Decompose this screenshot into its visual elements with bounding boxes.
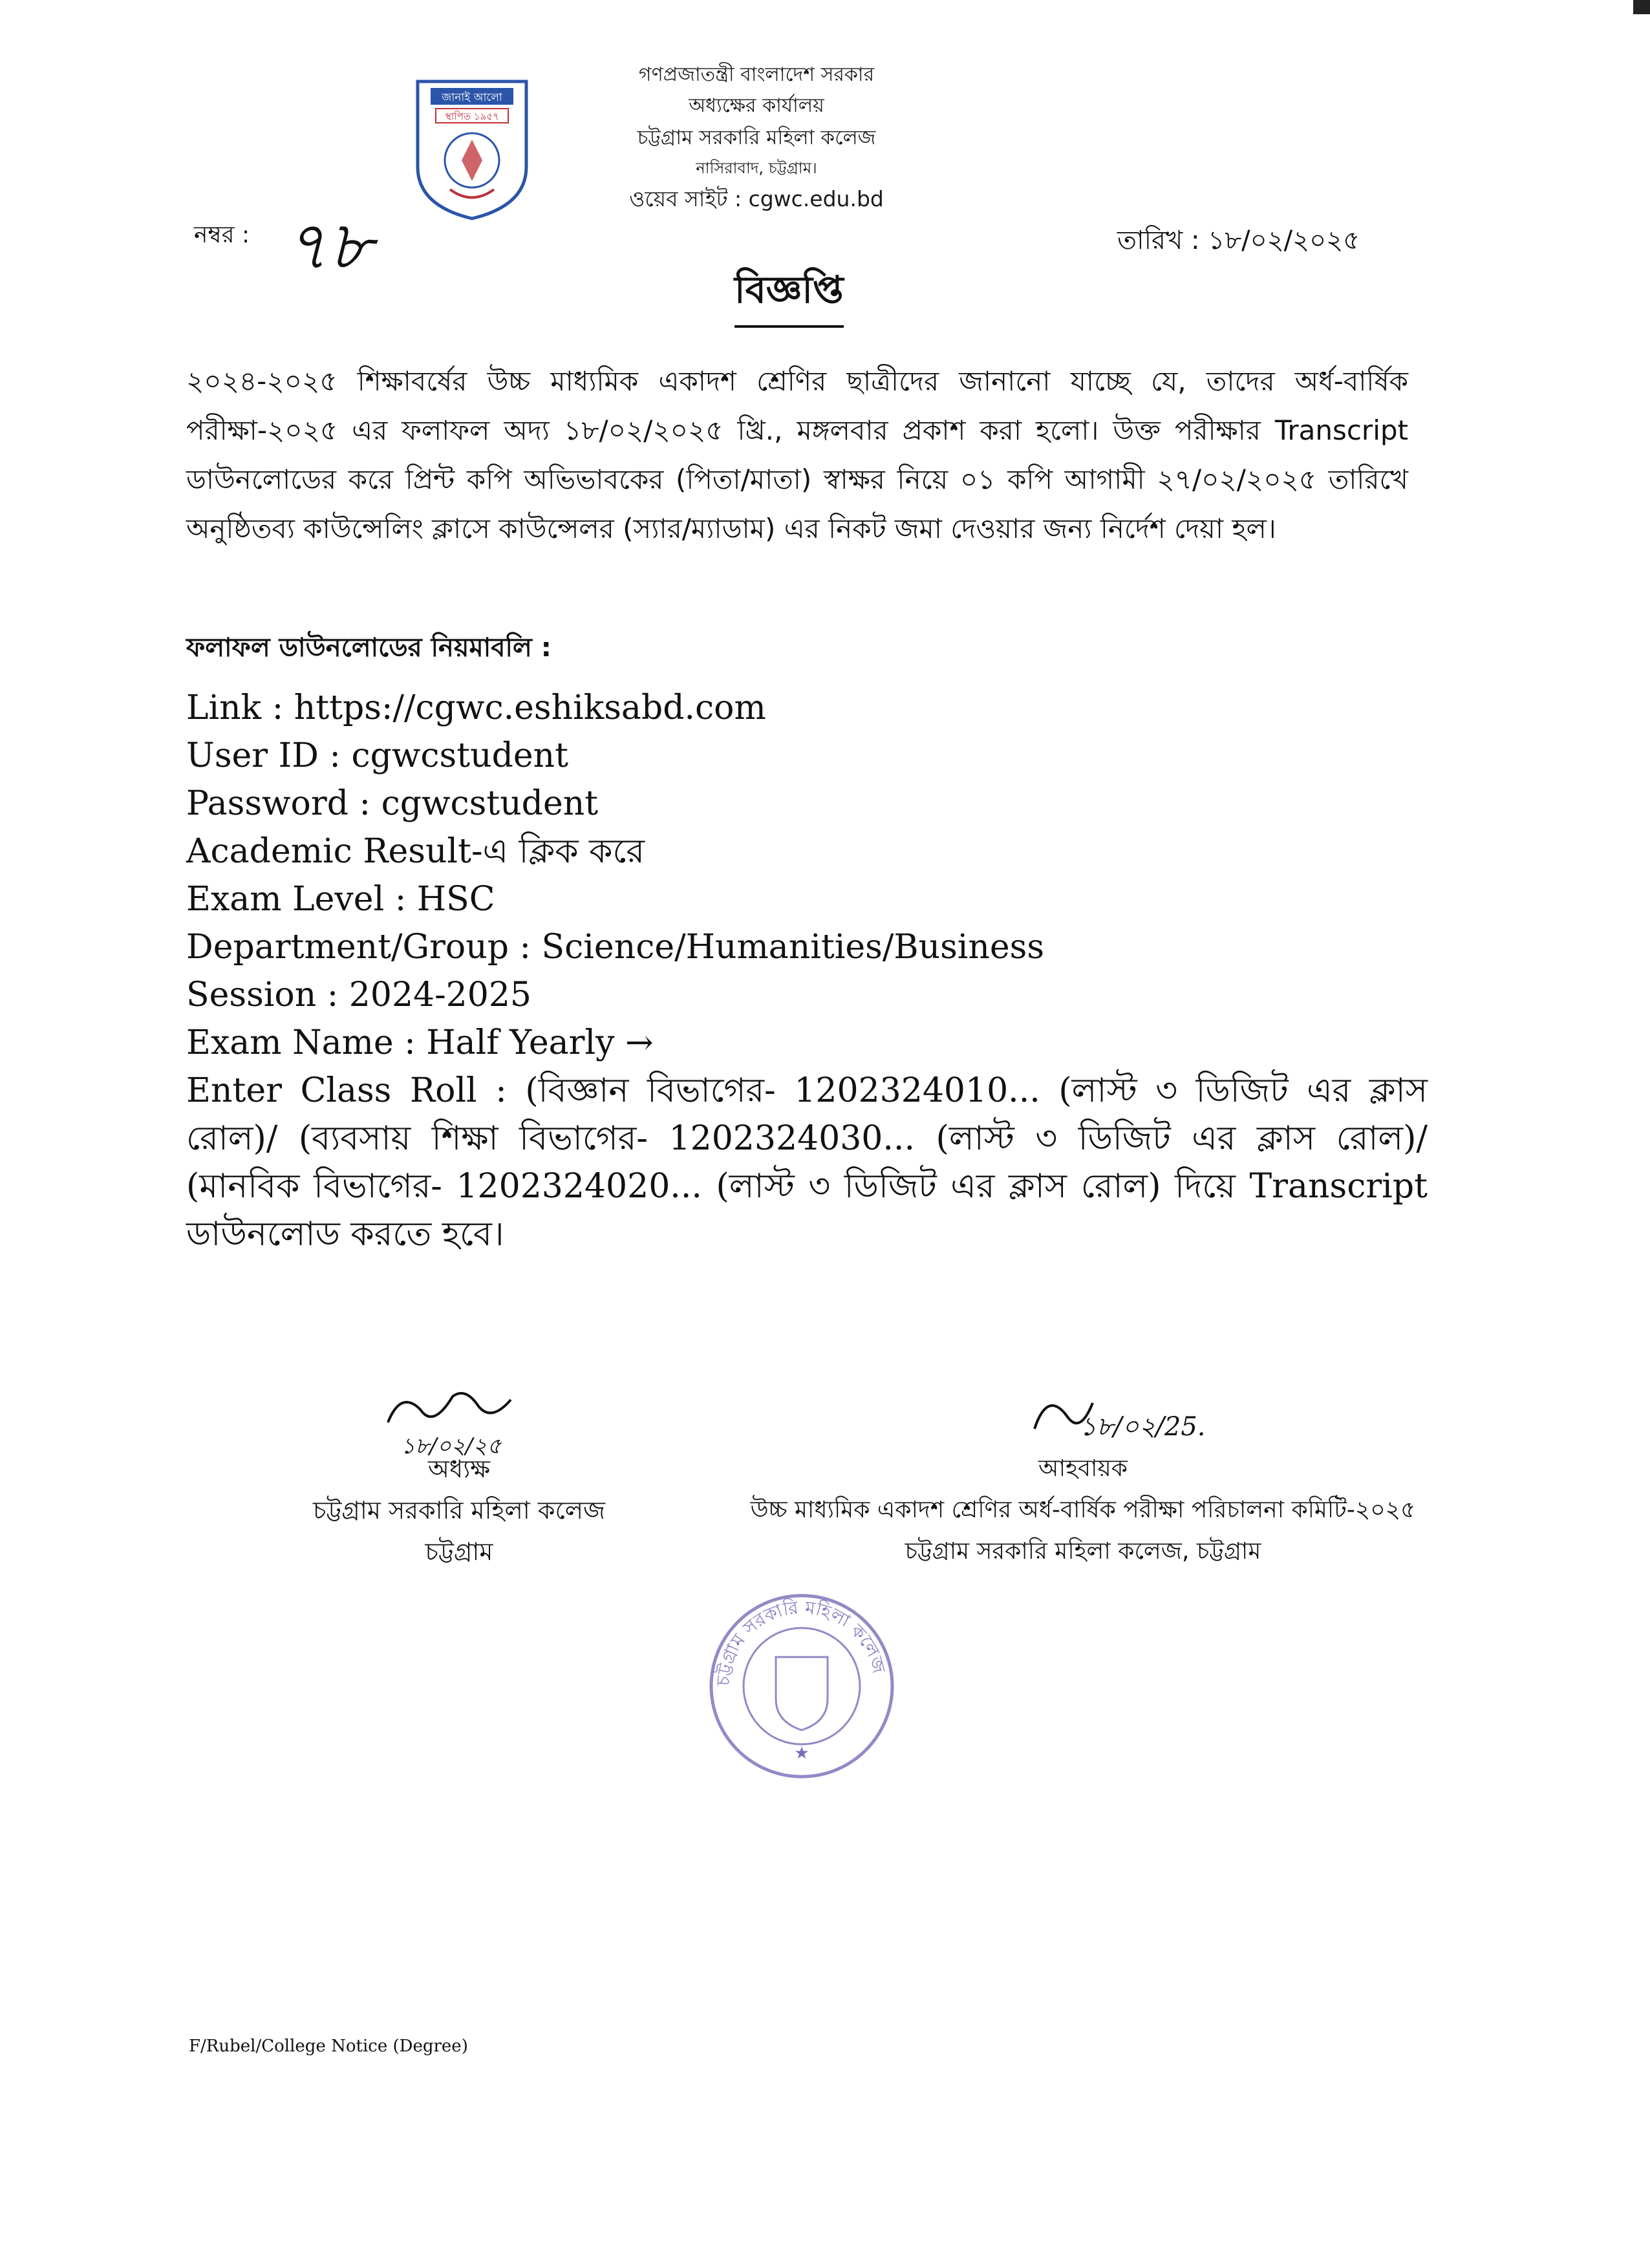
rule-academic-result: Academic Result-এ ক্লিক করে [186, 832, 645, 871]
letterhead [550, 59, 963, 216]
rule-department: Department/Group : Science/Humanities/Business [186, 928, 1045, 967]
rule-exam-level: Exam Level : HSC [186, 880, 495, 919]
rule-exam-name: Exam Name : Half Yearly → [186, 1023, 654, 1062]
principal-title: অধ্যক্ষ [427, 1455, 490, 1483]
convener-org: চট্টগ্রাম সরকারি মহিলা কলেজ, চট্টগ্রাম [905, 1538, 1261, 1565]
notice-body: ২০২৪-২০২৫ শিক্ষাবর্ষের উচ্চ মাধ্যমিক একাদশ শ্রেণির ছাত্রীদের জানানো যাচ্ছে যে, তাদের অর্ধ-বার্ষিক পরীক্ষা-২০২৫ এর ফলাফল অদ্য ১৮/০২/২০২৫ খ্রি., মঙ্গলবার প্রকাশ করা হলো। উক্ত পরীক্ষার Transcript ডাউনলোডের করে প্রিন্ট কপি অভিভাবকের (পিতা/মাতা) স্বাক্ষর নিয়ে ০১ কপি আগামী ২৭/০২/২০২৫ তারিখে অনুষ্ঠিতব্য কাউন্সেলিং ক্লাসে কাউন্সেলর (স্যার/ম্যাডাম) এর নিকট জমা দেওয়ার জন্য নির্দেশ দেয়া হল। [186, 365, 1408, 544]
convener-committee: উচ্চ মাধ্যমিক একাদশ শ্রেণির অর্ধ-বার্ষিক পরীক্ষা পরিচালনা কমিটি-২০২৫ [750, 1497, 1416, 1523]
rule-session: Session : 2024-2025 [186, 976, 532, 1014]
convener-title: আহবায়ক [1038, 1455, 1128, 1482]
notice-title: বিজ্ঞপ্তি [734, 261, 844, 328]
scan-edge-mark [1633, 0, 1650, 14]
college-logo-icon [411, 76, 533, 222]
logo-year-text: স্থাপিত ১৯৫৭ [445, 111, 499, 122]
rule-class-roll: Enter Class Roll : (বিজ্ঞান বিভাগের- 1202324010... (লাস্ট ৩ ডিজিট এর ক্লাস রোল)/ (ব্যবসায় শিক্ষা বিভাগের- 1202324030... (লাস্ট ৩ ডিজিট এর ক্লাস রোল)/ (মানবিক বিভাগের- 1202324020... (লাস্ট ৩ ডিজিট এর ক্লাস রোল) দিয়ে Transcript ডাউনলোড করতে হবে। [186, 1071, 1428, 1254]
principal-org: চট্টগ্রাম সরকারি মহিলা কলেজ [312, 1496, 606, 1524]
seal-text: চট্টগ্রাম সরকারি মহিলা কলেজ [712, 1596, 890, 1687]
footer-reference: F/Rubel/College Notice (Degree) [189, 2037, 468, 2056]
rule-user-id: User ID : cgwcstudent [186, 736, 569, 775]
convener-sign-block [711, 1448, 1455, 1572]
svg-text:★: ★ [794, 1744, 809, 1763]
letterhead-website: ওয়েব সাইট : cgwc.edu.bd [629, 186, 884, 211]
memo-label: নম্বর : [194, 222, 250, 248]
principal-sign-block [259, 1448, 659, 1572]
svg-text:চট্টগ্রাম সরকারি মহিলা কলেজ [712, 1597, 890, 1687]
college-seal-icon [705, 1589, 899, 1783]
letterhead-office: অধ্যক্ষের কার্যালয় [689, 94, 824, 117]
convener-signature-date: ১৮/০২/25. [1080, 1412, 1206, 1442]
principal-signature-date: ১৮/০২/২৫ [401, 1433, 502, 1459]
letterhead-government: গণপ্রজাতন্ত্রী বাংলাদেশ সরকার [638, 63, 875, 86]
rules-heading: ফলাফল ডাউনলোডের নিয়মাবলি : [186, 633, 552, 663]
rules-list [186, 684, 1428, 1258]
letterhead-college: চট্টগ্রাম সরকারি মহিলা কলেজ [637, 126, 876, 149]
notice-date: তারিখ : ১৮/০২/২০২৫ [1117, 226, 1360, 255]
principal-city: চট্টগ্রাম [425, 1537, 493, 1566]
memo-number-handwritten: ৭৮ [284, 206, 372, 285]
rule-link: Link : https://cgwc.eshiksabd.com [186, 689, 766, 727]
rule-password: Password : cgwcstudent [186, 784, 599, 823]
logo-motto-text: জানাই আলো [442, 91, 502, 104]
letterhead-address: নাসিরাবাদ, চট্টগ্রাম। [696, 159, 817, 177]
